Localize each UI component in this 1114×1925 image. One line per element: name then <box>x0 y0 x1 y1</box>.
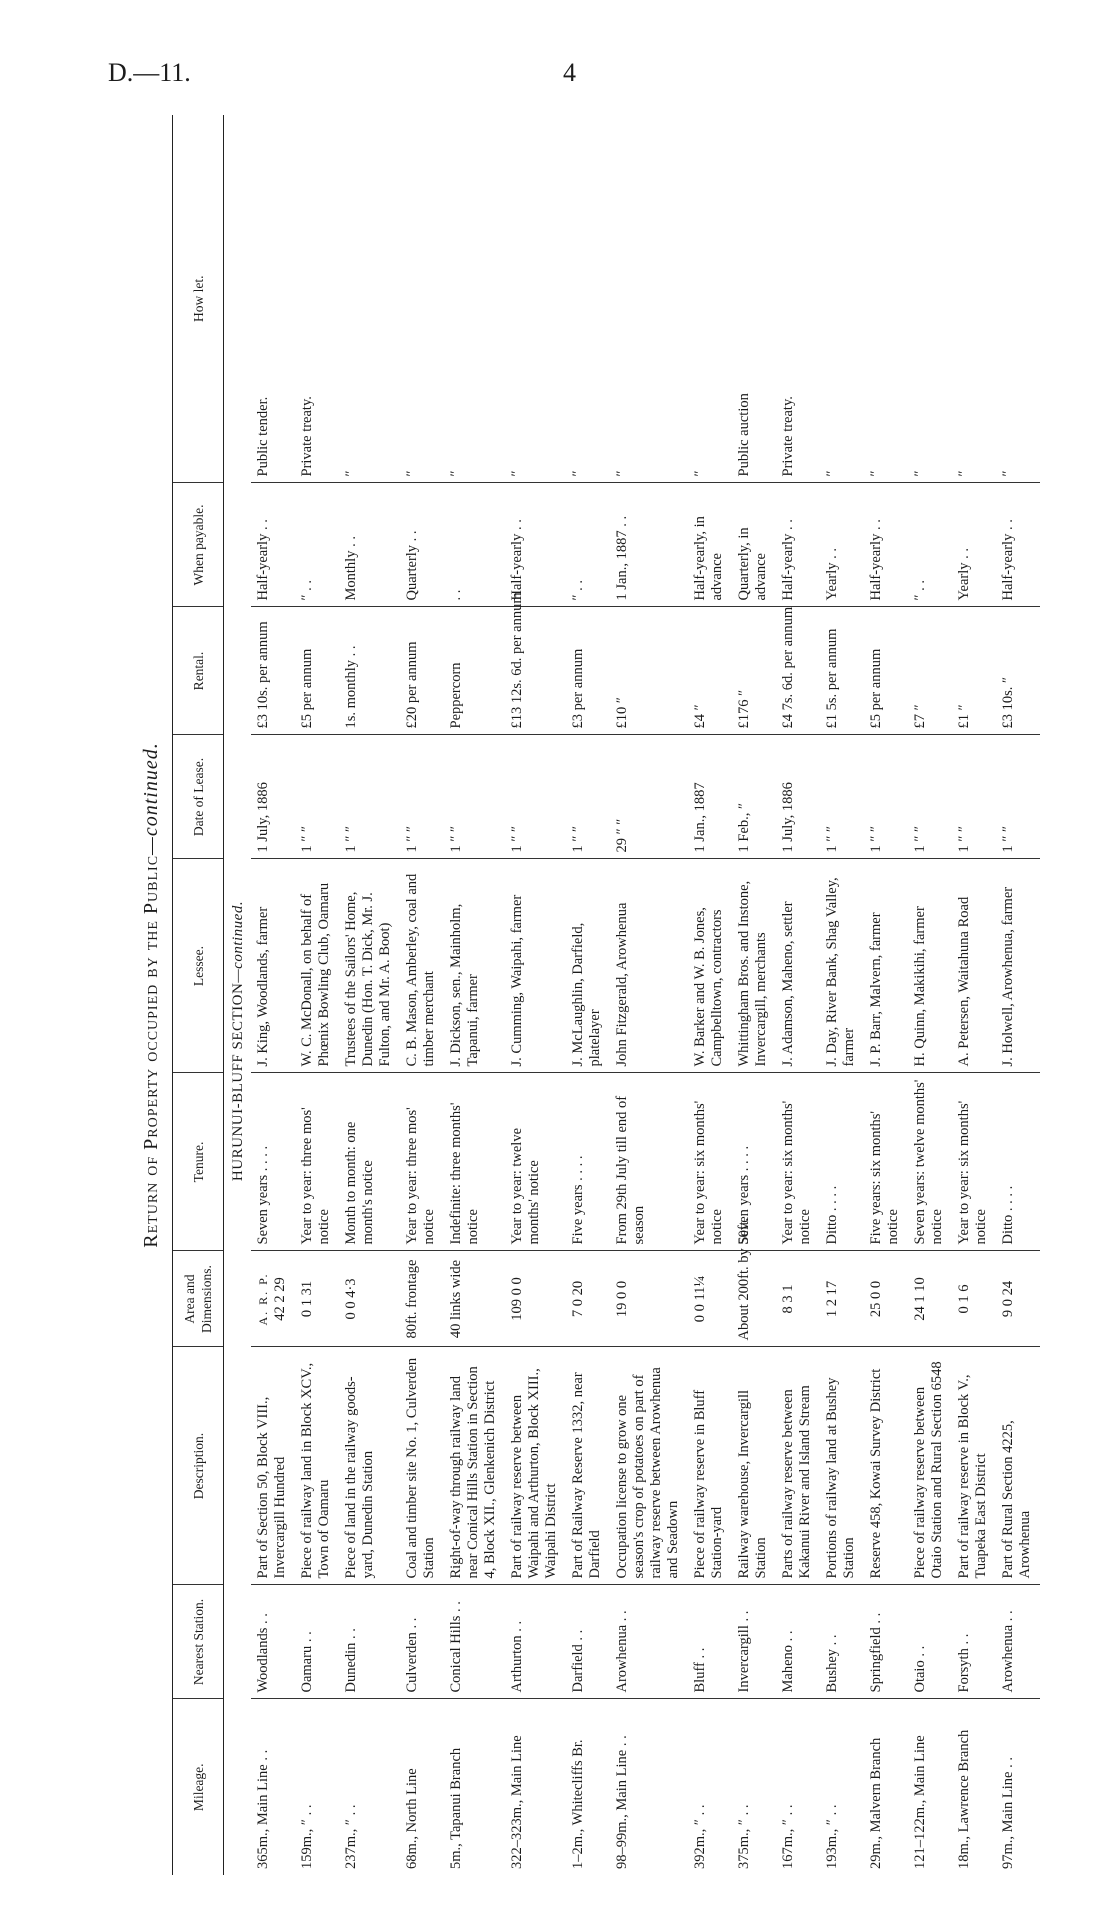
how-let-cell: ″ <box>505 115 566 483</box>
description-cell: Coal and timber site No. 1, Culverden Station <box>400 1347 444 1585</box>
station-cell: Conical Hills . . <box>444 1585 505 1699</box>
lessee-cell: C. B. Mason, Amberley, coal and timber merchant <box>400 859 444 1073</box>
date-cell: 1 ″ ″ <box>505 735 566 859</box>
section-heading-row <box>224 115 252 1875</box>
tenure-cell: Five years . . . . <box>566 1073 610 1251</box>
how-let-cell: ″ <box>400 115 444 483</box>
rental-cell: £4 7s. 6d. per annum <box>776 607 820 735</box>
lessee-cell: Trustees of the Sailors' Home, Dunedin (Hon. T. Dick, Mr. J. Fulton, and Mr. A. Boot) <box>339 859 400 1073</box>
station-cell: Woodlands . . <box>251 1585 295 1699</box>
table-row <box>400 115 444 1875</box>
rental-cell: £1 ″ <box>952 607 996 735</box>
station-cell: Dunedin . . <box>339 1585 400 1699</box>
mileage-cell: 237m., ″ . . <box>343 1804 359 1869</box>
title-main: Return of Property occupied by the Public <box>140 854 162 1248</box>
document-title <box>140 115 163 1875</box>
mileage-cell: 322–323m., Main Line <box>509 1735 525 1869</box>
mileage-cell: 159m., ″ . . <box>299 1804 315 1869</box>
table-row <box>864 115 908 1875</box>
description-cell: Part of railway reserve in Block V., Tuapeka East District <box>952 1347 996 1585</box>
date-cell: 1 July, 1886 <box>251 735 295 859</box>
description-cell: Piece of land in the railway goods-yard, Dunedin Station <box>339 1347 400 1585</box>
payable-cell: . . <box>444 483 505 607</box>
station-cell: Arowhenua . . <box>610 1585 688 1699</box>
payable-cell: Quarterly . . <box>400 483 444 607</box>
payable-cell: Half-yearly . . <box>505 483 566 607</box>
rental-cell: £4 ″ <box>688 607 732 735</box>
table-row <box>444 115 505 1875</box>
area-cell: 8 3 1 <box>776 1251 820 1347</box>
section-suffix: —continued. <box>230 900 246 983</box>
how-let-cell: ″ <box>864 115 908 483</box>
rental-cell: £5 per annum <box>295 607 339 735</box>
area-cell: 7 0 20 <box>566 1251 610 1347</box>
mileage-cell: 5m., Tapanui Branch <box>448 1747 464 1869</box>
col-header-rental: Rental. <box>173 607 224 735</box>
rental-cell: 1s. monthly . . <box>339 607 400 735</box>
table-row <box>610 115 688 1875</box>
how-let-cell: ″ <box>820 115 864 483</box>
station-cell: Otaio . . <box>908 1585 952 1699</box>
area-cell: 9 0 24 <box>996 1251 1040 1347</box>
payable-cell: Quarterly, in advance <box>732 483 776 607</box>
date-cell: 1 ″ ″ <box>566 735 610 859</box>
table-row <box>996 115 1040 1875</box>
rental-cell: £3 10s. ″ <box>996 607 1040 735</box>
section-name: HURUNUI-BLUFF SECTION <box>230 982 246 1182</box>
date-cell: 1 Feb., ″ <box>732 735 776 859</box>
rental-cell: £176 ″ <box>732 607 776 735</box>
tenure-cell: Year to year: six months' notice <box>952 1073 996 1251</box>
col-header-description: Description. <box>173 1347 224 1585</box>
col-header-payable: When payable. <box>173 483 224 607</box>
description-cell: Right-of-way through railway land near Conical Hills Station in Section 4, Block XII., Glenkenich District <box>444 1347 505 1585</box>
lessee-cell: J. Cumming, Waipahi, farmer <box>505 859 566 1073</box>
area-cell: 0 1 6 <box>952 1251 996 1347</box>
how-let-cell: Private treaty. <box>776 115 820 483</box>
tenure-cell: Year to year: three mos' notice <box>295 1073 339 1251</box>
rental-cell: £10 ″ <box>610 607 688 735</box>
lessee-cell: J. Holwell, Arowhenua, farmer <box>996 859 1040 1073</box>
description-cell: Parts of railway reserve between Kakanui River and Island Stream <box>776 1347 820 1585</box>
date-cell: 1 ″ ″ <box>444 735 505 859</box>
mileage-cell: 1–2m., Whitecliffs Br. <box>570 1739 586 1869</box>
col-header-tenure: Tenure. <box>173 1073 224 1251</box>
description-cell: Piece of railway land in Block XCV., Town of Oamaru <box>295 1347 339 1585</box>
area-value: 42 2 29 <box>272 1277 288 1321</box>
table-row <box>952 115 996 1875</box>
mileage-cell: 29m., Malvern Branch <box>868 1737 884 1869</box>
date-cell: 1 ″ ″ <box>996 735 1040 859</box>
description-cell: Piece of railway reserve in Bluff Station-yard <box>688 1347 732 1585</box>
date-cell: 1 Jan., 1887 <box>688 735 732 859</box>
tenure-cell: Ditto . . . . <box>996 1073 1040 1251</box>
date-cell: 1 ″ ″ <box>295 735 339 859</box>
lessee-cell: J. Adamson, Maheno, settler <box>776 859 820 1073</box>
payable-cell: ″ . . <box>295 483 339 607</box>
lessee-cell: J. McLaughlin, Darfield, platelayer <box>566 859 610 1073</box>
tenure-cell: Year to year: six months' notice <box>776 1073 820 1251</box>
how-let-cell: ″ <box>688 115 732 483</box>
how-let-cell: ″ <box>908 115 952 483</box>
col-header-how-let: How let. <box>173 115 224 483</box>
station-cell: Culverden . . <box>400 1585 444 1699</box>
table-header-row <box>173 115 224 1875</box>
col-header-area: Area and Dimensions. <box>173 1251 224 1347</box>
table-row <box>566 115 610 1875</box>
lessee-cell: J. P. Barr, Malvern, farmer <box>864 859 908 1073</box>
how-let-cell: ″ <box>952 115 996 483</box>
area-cell: 109 0 0 <box>505 1251 566 1347</box>
area-cell: 25 0 0 <box>864 1251 908 1347</box>
tenure-cell: Seven years: twelve months' notice <box>908 1073 952 1251</box>
payable-cell: Yearly . . <box>820 483 864 607</box>
col-header-station: Nearest Station. <box>173 1585 224 1699</box>
date-cell: 1 ″ ″ <box>952 735 996 859</box>
rental-cell: Peppercorn <box>444 607 505 735</box>
lessee-cell: J. Dickson, sen., Mainholm, Tapanui, farmer <box>444 859 505 1073</box>
area-units-label: A. R. P. <box>256 1272 270 1326</box>
lessee-cell: A. Petersen, Waitahuna Road <box>952 859 996 1073</box>
lessee-cell: W. C. McDonall, on behalf of Phœnix Bowling Club, Oamaru <box>295 859 339 1073</box>
rental-cell: £13 12s. 6d. per annum <box>505 607 566 735</box>
tenure-cell: Year to year: six months' notice <box>688 1073 732 1251</box>
tenure-cell: Seven years . . . . <box>251 1073 295 1251</box>
area-cell: 80ft. frontage <box>400 1251 444 1347</box>
tenure-cell: Indefinite: three months' notice <box>444 1073 505 1251</box>
rental-cell: £5 per annum <box>864 607 908 735</box>
mileage-cell: 121–122m., Main Line <box>912 1735 928 1869</box>
date-cell: 1 ″ ″ <box>820 735 864 859</box>
station-cell: Invercargill . . <box>732 1585 776 1699</box>
table-row <box>820 115 864 1875</box>
rental-cell: £20 per annum <box>400 607 444 735</box>
date-cell: 1 ″ ″ <box>908 735 952 859</box>
area-cell: 19 0 0 <box>610 1251 688 1347</box>
payable-cell: Yearly . . <box>952 483 996 607</box>
tenure-cell: Five years: six months' notice <box>864 1073 908 1251</box>
description-cell: Part of Rural Section 4225, Arowhenua <box>996 1347 1040 1585</box>
table-row <box>339 115 400 1875</box>
station-cell: Forsyth . . <box>952 1585 996 1699</box>
mileage-cell: 68m., North Line <box>404 1768 420 1869</box>
payable-cell: ″ . . <box>566 483 610 607</box>
how-let-cell: ″ <box>339 115 400 483</box>
rental-cell: £1 5s. per annum <box>820 607 864 735</box>
payable-cell: Monthly . . <box>339 483 400 607</box>
payable-cell: Half-yearly, in advance <box>688 483 732 607</box>
tenure-cell: Ditto . . . . <box>820 1073 864 1251</box>
description-cell: Portions of railway land at Bushey Station <box>820 1347 864 1585</box>
mileage-cell: 98–99m., Main Line . . <box>614 1735 630 1869</box>
table-row <box>732 115 776 1875</box>
station-cell: Springfield . . <box>864 1585 908 1699</box>
table-row <box>776 115 820 1875</box>
how-let-cell: ″ <box>566 115 610 483</box>
rotated-page-body <box>140 115 1100 1875</box>
tenure-cell: Year to year: twelve months' notice <box>505 1073 566 1251</box>
title-suffix: —continued. <box>140 742 162 855</box>
area-cell <box>251 1251 295 1347</box>
table-row <box>505 115 566 1875</box>
rental-cell: £7 ″ <box>908 607 952 735</box>
description-cell: Part of railway reserve between Waipahi and Arthurton, Block XIII., Waipahi District <box>505 1347 566 1585</box>
date-cell: 29 ″ ″ <box>610 735 688 859</box>
description-cell: Part of Railway Reserve 1332, near Darfield <box>566 1347 610 1585</box>
station-cell: Arowhenua . . <box>996 1585 1040 1699</box>
col-header-mileage: Mileage. <box>173 1699 224 1875</box>
mileage-cell: 392m., ″ . . <box>692 1804 708 1869</box>
tenure-cell: Month to month: one month's notice <box>339 1073 400 1251</box>
description-cell: Railway warehouse, Invercargill Station <box>732 1347 776 1585</box>
station-cell: Bluff . . <box>688 1585 732 1699</box>
lessee-cell: H. Quinn, Makikihi, farmer <box>908 859 952 1073</box>
rental-cell: £3 10s. per annum <box>251 607 295 735</box>
col-header-date: Date of Lease. <box>173 735 224 859</box>
area-cell: 0 0 4·3 <box>339 1251 400 1347</box>
station-cell: Arthurton . . <box>505 1585 566 1699</box>
rental-cell: £3 per annum <box>566 607 610 735</box>
station-cell: Darfield . . <box>566 1585 610 1699</box>
mileage-cell: 18m., Lawrence Branch <box>956 1729 972 1869</box>
page-number: 4 <box>563 58 576 87</box>
area-cell: 40 links wide <box>444 1251 505 1347</box>
table-row <box>251 115 295 1875</box>
lessee-cell: J. King, Woodlands, farmer <box>251 859 295 1073</box>
payable-cell: Half-yearly . . <box>996 483 1040 607</box>
mileage-cell: 375m., ″ . . <box>736 1804 752 1869</box>
date-cell: 1 July, 1886 <box>776 735 820 859</box>
how-let-cell: Public tender. <box>251 115 295 483</box>
payable-cell: 1 Jan., 1887 . . <box>610 483 688 607</box>
how-let-cell: Public auction <box>732 115 776 483</box>
how-let-cell: ″ <box>996 115 1040 483</box>
station-cell: Bushey . . <box>820 1585 864 1699</box>
payable-cell: Half-yearly . . <box>776 483 820 607</box>
tenure-cell: From 29th July till end of season <box>610 1073 688 1251</box>
how-let-cell: ″ <box>444 115 505 483</box>
description-cell: Reserve 458, Kowai Survey District <box>864 1347 908 1585</box>
area-cell: 1 2 17 <box>820 1251 864 1347</box>
lessee-cell: W. Barker and W. B. Jones, Campbelltown, contractors <box>688 859 732 1073</box>
description-cell: Part of Section 50, Block VIII., Invercargill Hundred <box>251 1347 295 1585</box>
col-header-lessee: Lessee. <box>173 859 224 1073</box>
table-row <box>688 115 732 1875</box>
mileage-cell: 365m., Main Line . . <box>255 1749 271 1869</box>
lessee-cell: John Fitzgerald, Arowhenua <box>610 859 688 1073</box>
lessee-cell: Whittingham Bros. and Instone, Invercargill, merchants <box>732 859 776 1073</box>
page-header <box>0 0 1114 110</box>
property-return-table <box>172 115 1040 1875</box>
document-reference: D.—11. <box>108 58 191 87</box>
area-cell: About 200ft. by 50ft. <box>732 1251 776 1347</box>
station-cell: Oamaru . . <box>295 1585 339 1699</box>
date-cell: 1 ″ ″ <box>339 735 400 859</box>
description-cell: Piece of railway reserve between Otaio Station and Rural Section 6548 <box>908 1347 952 1585</box>
mileage-cell: 167m., ″ . . <box>780 1804 796 1869</box>
date-cell: 1 ″ ″ <box>400 735 444 859</box>
lessee-cell: J. Day, River Bank, Shag Valley, farmer <box>820 859 864 1073</box>
table-row <box>908 115 952 1875</box>
payable-cell: ″ . . <box>908 483 952 607</box>
description-cell: Occupation license to grow one season's crop of potatoes on part of railway reserve between Arowhenua and Seadown <box>610 1347 688 1585</box>
mileage-cell: 97m., Main Line . . <box>1000 1757 1016 1869</box>
payable-cell: Half-yearly . . <box>251 483 295 607</box>
area-cell: 24 1 10 <box>908 1251 952 1347</box>
station-cell: Maheno . . <box>776 1585 820 1699</box>
how-let-cell: Private treaty. <box>295 115 339 483</box>
table-row <box>295 115 339 1875</box>
how-let-cell: ″ <box>610 115 688 483</box>
area-cell: 0 0 11¼ <box>688 1251 732 1347</box>
area-cell: 0 1 31 <box>295 1251 339 1347</box>
mileage-cell: 193m., ″ . . <box>824 1804 840 1869</box>
date-cell: 1 ″ ″ <box>864 735 908 859</box>
payable-cell: Half-yearly . . <box>864 483 908 607</box>
tenure-cell: Year to year: three mos' notice <box>400 1073 444 1251</box>
tenure-cell: Seven years . . . . <box>732 1073 776 1251</box>
